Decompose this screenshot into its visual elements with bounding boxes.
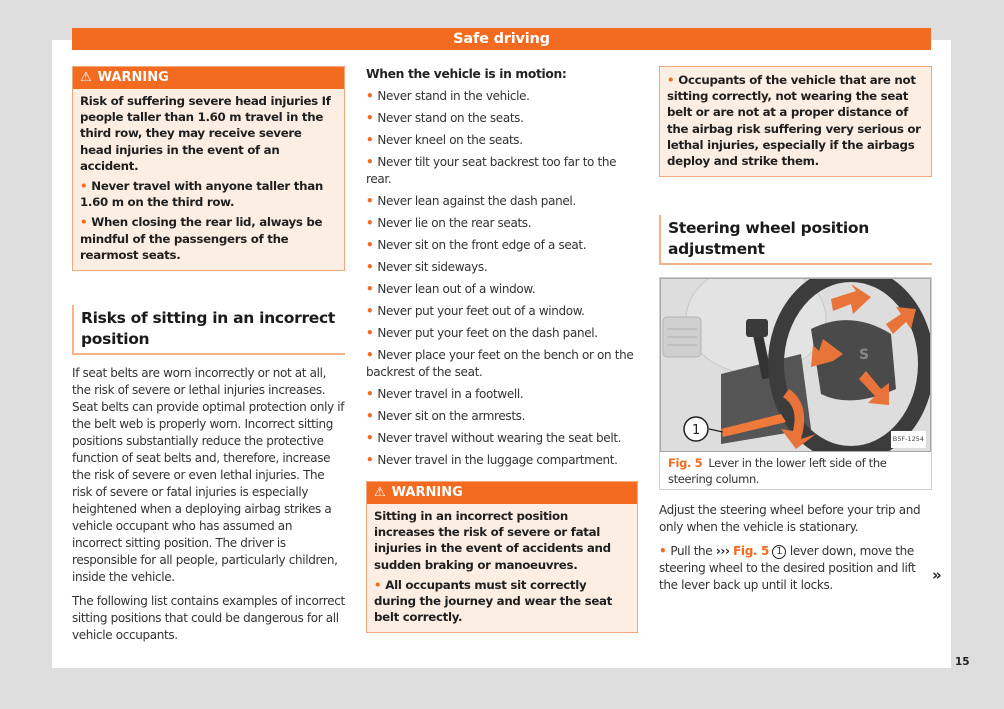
list-item: • Never travel in the luggage compartment. (366, 453, 618, 467)
bullet-icon: • (374, 577, 382, 592)
list-item: • Never lie on the rear seats. (366, 216, 532, 230)
warning-text: Risk of suffering severe head injuries If people taller than 1.60 m travel in the third row, they may receive severe head injuries in the event of an accident. (80, 94, 331, 173)
list-item: • Never sit sideways. (366, 260, 488, 274)
figure-code: B5F-1254 (891, 431, 926, 448)
bullet-icon: • (366, 216, 374, 230)
list-item: • Never travel without wearing the seat belt. (366, 431, 622, 445)
bullet-icon: • (366, 260, 374, 274)
figure-label: Fig. 5 (668, 456, 703, 471)
chapter-header: Safe driving (72, 28, 931, 50)
incorrect-positions-list (366, 88, 638, 469)
warning-header (73, 67, 344, 89)
steering-wheel-diagram-icon (661, 279, 931, 451)
list-item: • Never lean against the dash panel. (366, 194, 576, 208)
list-item: • Never stand in the vehicle. (366, 89, 530, 103)
bullet-icon: • (366, 155, 374, 169)
list-item: • Never stand on the seats. (366, 111, 524, 125)
bullet-icon: • (366, 409, 374, 423)
svg-text:1: 1 (692, 423, 700, 439)
paragraph: If seat belts are worn incorrectly or not at all, the risk of severe or lethal injuries increases. Seat belts can provide optimal protection only if the belt web is properly worn. Incorrect sitting positions substantially reduce the protective function of seat belts and, therefore, increase the risk of severe or even lethal injuries. The risk of severe or fatal injuries is especially heightened when a deploying airbag strikes a vehicle occupant who has assumed an incorrect sitting position. The driver is responsible for all people, particularly children, inside the vehicle. (72, 366, 345, 585)
step: • Pull the ››› Fig. 5 1 lever down, move the steering wheel to the desired position and lift the lever back up until it locks. (659, 544, 916, 593)
list-item: • Never travel in a footwell. (366, 387, 524, 401)
warning-triangle-icon: ⚠ (80, 70, 92, 85)
bullet-icon: • (366, 387, 374, 401)
list-item: • Never kneel on the seats. (366, 133, 523, 147)
warning-box-head-injuries (72, 66, 345, 271)
section-title-incorrect-position: Risks of sitting in an incorrect position (72, 305, 345, 355)
bullet-icon: • (366, 133, 374, 147)
warning-body (660, 67, 931, 176)
column-1 (72, 66, 345, 651)
list-item: • Never lean out of a window. (366, 282, 536, 296)
paragraph: The following list contains examples of incorrect sitting positions that could be dangerous for all vehicle occupants. (72, 594, 345, 643)
bullet-icon: • (366, 431, 374, 445)
section-body (72, 365, 345, 644)
figure-cross-reference-link[interactable]: Fig. 5 (733, 544, 769, 559)
list-item: • Never place your feet on the bench or on the backrest of the seat. (366, 348, 634, 379)
list-item: • Never sit on the armrests. (366, 409, 526, 423)
steering-wheel-illustration (660, 278, 931, 452)
warning-bullet: • All occupants must sit correctly during the journey and wear the seat belt correctly. (374, 577, 613, 625)
svg-text:S: S (859, 347, 869, 364)
section-title-steering-wheel: Steering wheel position adjustment (659, 215, 932, 265)
bullet-icon: • (366, 282, 374, 296)
bullet-icon: • (366, 238, 374, 252)
warning-triangle-icon: ⚠ (374, 485, 386, 500)
warning-box-continued (659, 66, 932, 177)
bullet-icon: • (366, 194, 374, 208)
list-item: • Never tilt your seat backrest too far to the rear. (366, 155, 617, 186)
steering-body (659, 502, 932, 594)
list-intro: When the vehicle is in motion: (366, 67, 567, 81)
bullet-icon: • (80, 179, 88, 194)
bullet-icon: • (366, 326, 374, 340)
paragraph: Adjust the steering wheel before your trip and only when the vehicle is stationary. (659, 503, 921, 535)
bullet-icon: • (366, 304, 374, 318)
warning-header (367, 482, 637, 504)
figure-caption: Fig. 5 Lever in the lower left side of the steering column. (668, 456, 887, 487)
warning-body (73, 89, 344, 270)
bullet-icon: • (659, 544, 667, 559)
cross-reference-arrows-icon: ››› (715, 544, 730, 559)
list-item: • Never put your feet on the dash panel. (366, 326, 598, 340)
callout-1-icon: 1 (772, 545, 786, 559)
warning-bullet: • Never travel with anyone taller than 1.60 m on the third row. (80, 179, 323, 210)
warning-title: WARNING (97, 70, 169, 85)
warning-body (367, 504, 637, 632)
bullet-icon: • (667, 73, 675, 87)
column-2 (366, 66, 638, 643)
figure-5 (659, 277, 932, 490)
bullet-icon: • (366, 453, 374, 467)
warning-bullet: • When closing the rear lid, always be mindful of the passengers of the rearmost seats. (80, 215, 323, 262)
list-item: • Never put your feet out of a window. (366, 304, 585, 318)
bullet-icon: • (366, 89, 374, 103)
warning-title: WARNING (391, 485, 463, 500)
list-item: • Never sit on the front edge of a seat. (366, 238, 587, 252)
warning-text: Sitting in an incorrect position increases the risk of severe or fatal injuries in the event of accidents and sudden braking or manoeuvres. (374, 509, 611, 572)
page-number: 15 (955, 656, 970, 668)
continued-icon: » (932, 566, 942, 584)
bullet-icon: • (366, 348, 374, 362)
bullet-icon: • (80, 215, 88, 230)
warning-box-sitting-position (366, 481, 638, 633)
bullet-icon: • (366, 111, 374, 125)
warning-bullet: • Occupants of the vehicle that are not sitting correctly, not wearing the seat belt or are not at a proper distance of the airbag risk suffering very serious or lethal injuries, especially if the airbags deploy and strike them. (667, 73, 921, 169)
column-3 (659, 66, 932, 601)
